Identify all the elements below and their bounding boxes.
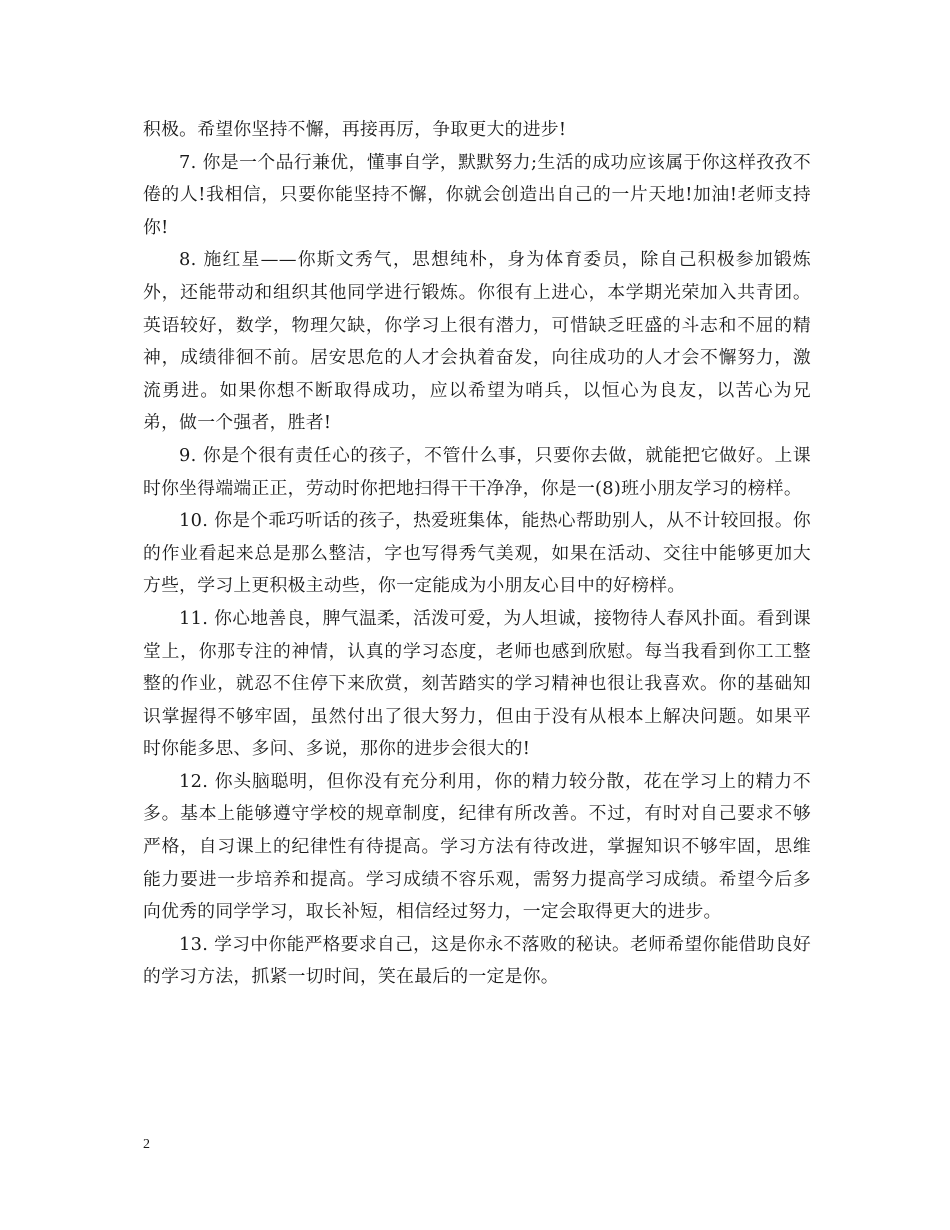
paragraph-continuation: 积极。希望你坚持不懈，再接再厉，争取更大的进步! [143,119,567,140]
document-body [143,114,811,994]
paragraph-item-13: 13. 学习中你能严格要求自己，这是你永不落败的秘诀。老师希望你能借助良好的学习方法，抓紧一切时间，笑在最后的一定是你。 [143,933,811,988]
paragraph-item-7: 7. 你是一个品行兼优，懂事自学，默默努力;生活的成功应该属于你这样孜孜不倦的人!我相信，只要你能坚持不懈，你就会创造出自己的一片天地!加油!老师支持你! [143,151,811,238]
paragraph-item-8: 8. 施红星——你斯文秀气，思想纯朴，身为体育委员，除自己积极参加锻炼外，还能带动和组织其他同学进行锻炼。你很有上进心，本学期光荣加入共青团。英语较好，数学，物理欠缺，你学习上很有潜力，可惜缺乏旺盛的斗志和不屈的精神，成绩徘徊不前。居安思危的人才会执着奋发，向往成功的人才会不懈努力，激流勇进。如果你想不断取得成功，应以希望为哨兵，以恒心为良友，以苦心为兄弟，做一个强者，胜者! [143,249,811,434]
paragraph-item-9: 9. 你是个很有责任心的孩子，不管什么事，只要你去做，就能把它做好。上课时你坐得端端正正，劳动时你把地扫得干干净净，你是一(8)班小朋友学习的榜样。 [143,444,811,499]
paragraph-item-12: 12. 你头脑聪明，但你没有充分利用，你的精力较分散，花在学习上的精力不多。基本上能够遵守学校的规章制度，纪律有所改善。不过，有时对自己要求不够严格，自习课上的纪律性有待提高。学习方法有待改进，掌握知识不够牢固，思维能力要进一步培养和提高。学习成绩不容乐观，需努力提高学习成绩。希望今后多向优秀的同学学习，取长补短，相信经过努力，一定会取得更大的进步。 [143,770,811,923]
page-number: 2 [143,1137,150,1152]
paragraph-item-11: 11. 你心地善良，脾气温柔，活泼可爱，为人坦诚，接物待人春风扑面。看到课堂上，你那专注的神情，认真的学习态度，老师也感到欣慰。每当我看到你工工整整的作业，就忍不住停下来欣赏，刻苦踏实的学习精神也很让我喜欢。你的基础知识掌握得不够牢固，虽然付出了很大努力，但由于没有从根本上解决问题。如果平时你能多思、多问、多说，那你的进步会很大的! [143,607,811,760]
paragraph-item-10: 10. 你是个乖巧听话的孩子，热爱班集体，能热心帮助别人，从不计较回报。你的作业看起来总是那么整洁，字也写得秀气美观，如果在活动、交往中能够更加大方些，学习上更积极主动些，你一定能成为小朋友心目中的好榜样。 [143,510,811,597]
